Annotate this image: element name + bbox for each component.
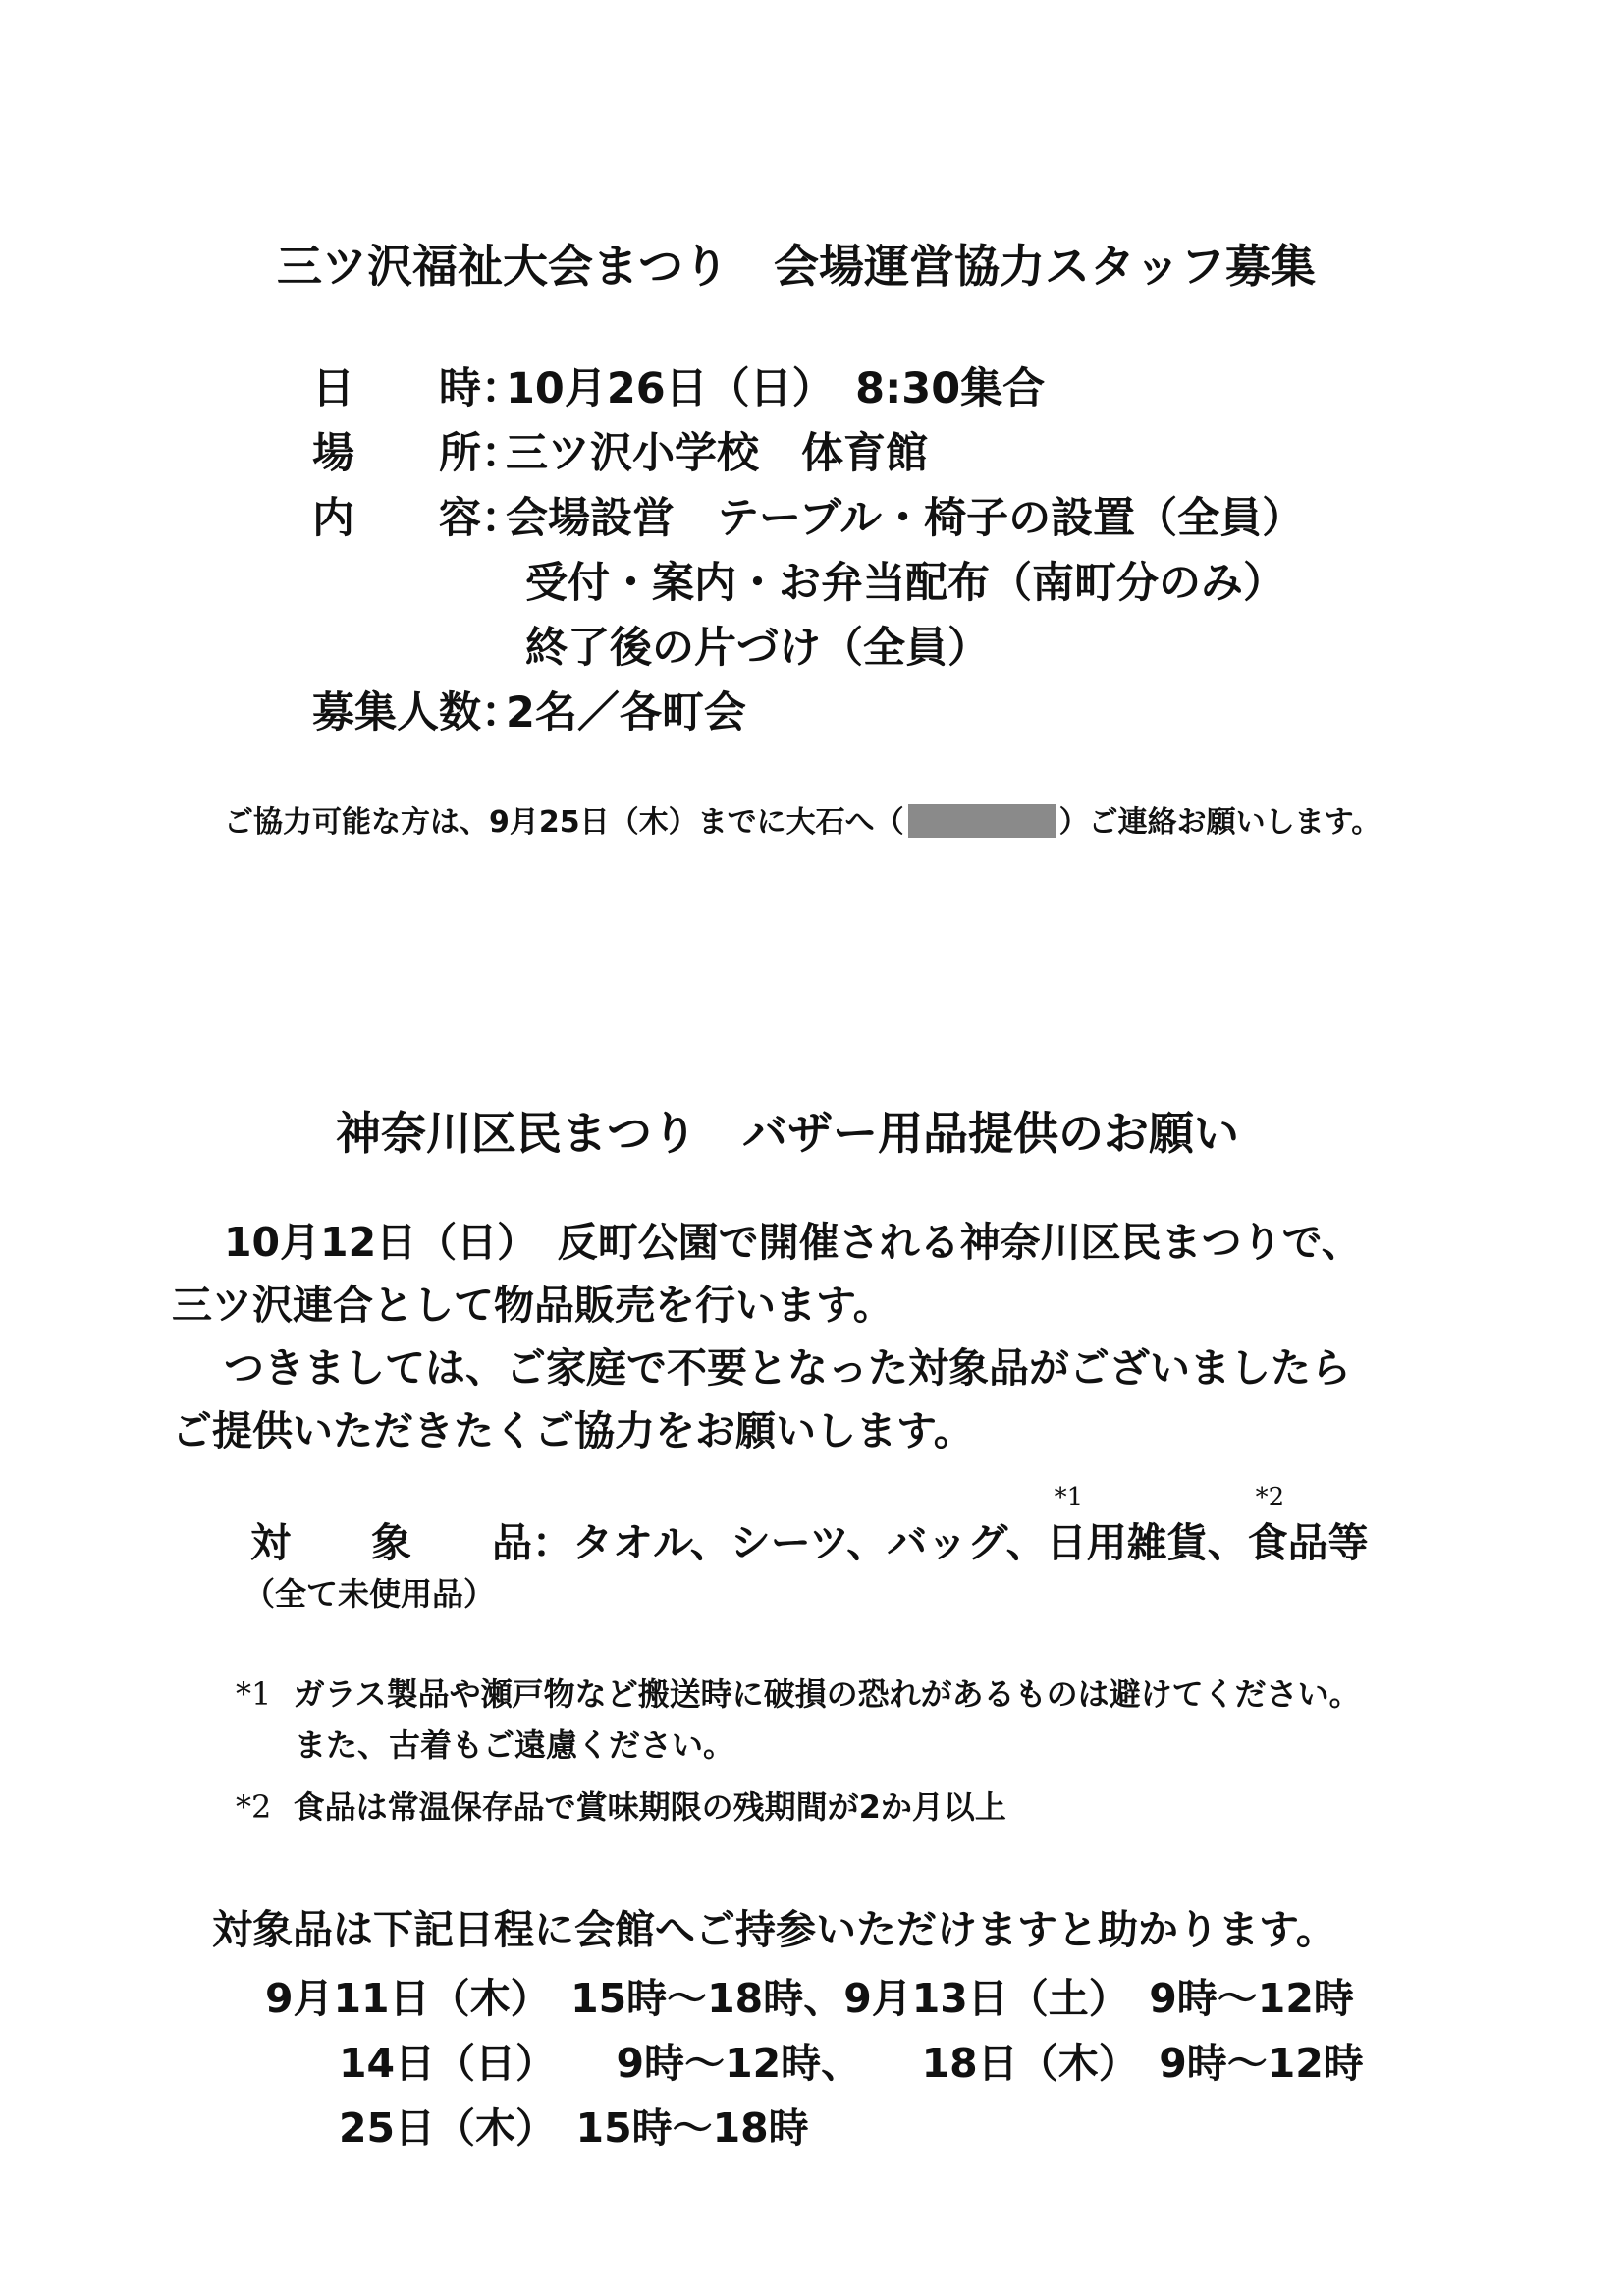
paragraph-line-3: つきましては、ご家庭で不要となった対象品がございましたら [224,1344,1351,1392]
items-line [250,1483,1369,1568]
content-label: 内 容： [312,494,523,543]
content-line-1: 会場設営 テーブル・椅子の設置（全員） [506,494,1305,543]
section1-title: 三ツ沢福祉大会まつり 会場運営協力スタッフ募集 [277,240,1316,293]
footnote-2 [236,1782,1006,1828]
footnote-2-text: 食品は常温保存品で賞味期限の残期間が2か月以上 [293,1788,1006,1826]
date-value: 10月26日（日） 8:30集合 [506,364,1046,413]
bring-instruction: 対象品は下記日程に会館へご持参いただけますと助かります。 [212,1906,1336,1953]
schedule-line-2: 14日（日） 9時～12時、 18日（木） 9時～12時 [339,2040,1364,2087]
food-label: 食品等 [1247,1519,1369,1566]
footnote-1 [236,1669,1361,1715]
footnote-ref-1: *1 [1054,1483,1084,1512]
footnote-2-mark: *2 [236,1788,272,1826]
place-value: 三ツ沢小学校 体育館 [506,429,928,478]
food-item [1247,1483,1369,1568]
footnote-1-line-2: また、古着もご遠慮ください。 [295,1726,735,1764]
redacted-phone [908,804,1056,838]
items-label: 対 象 品： [250,1519,572,1566]
recruit-label: 募集人数： [312,688,523,738]
daily-goods-item [1046,1483,1208,1568]
paragraph-line-4: ご提供いただきたくご協力をお願いします。 [172,1407,974,1454]
schedule-line-3: 25日（木） 15時～18時 [339,2105,809,2152]
paragraph-line-1: 10月12日（日） 反町公園で開催される神奈川区民まつりで、 [224,1219,1362,1266]
contact-text-before: ご協力可能な方は、9月25日（木）までに大石へ（ [224,805,904,840]
items-part-1: タオル、シーツ、バッグ、 [572,1519,1047,1566]
recruit-value: 2名／各町会 [506,688,746,738]
place-label: 場 所： [312,429,523,478]
section2-title: 神奈川区民まつり バザー用品提供のお願い [336,1107,1239,1160]
contact-line [224,797,1380,841]
items-note: （全て未使用品） [244,1575,496,1613]
schedule-line-1: 9月11日（木） 15時～18時、9月13日（土） 9時～12時 [265,1975,1354,2022]
daily-goods-label: 日用雑貨 [1046,1519,1208,1566]
contact-text-after: ）ご連絡お願いします。 [1058,805,1381,840]
footnote-1-text: ガラス製品や瀬戸物など搬送時に破損の恐れがあるものは避けてください。 [293,1675,1361,1713]
items-part-3: 、 [1207,1519,1248,1566]
content-line-3: 終了後の片づけ（全員） [525,624,990,673]
paragraph-line-2: 三ツ沢連合として物品販売を行います。 [172,1282,893,1329]
footnote-ref-2: *2 [1255,1483,1285,1512]
footnote-1-mark: *1 [236,1675,272,1713]
content-line-2: 受付・案内・お弁当配布（南町分のみ） [525,559,1285,608]
date-label: 日 時： [312,364,523,413]
